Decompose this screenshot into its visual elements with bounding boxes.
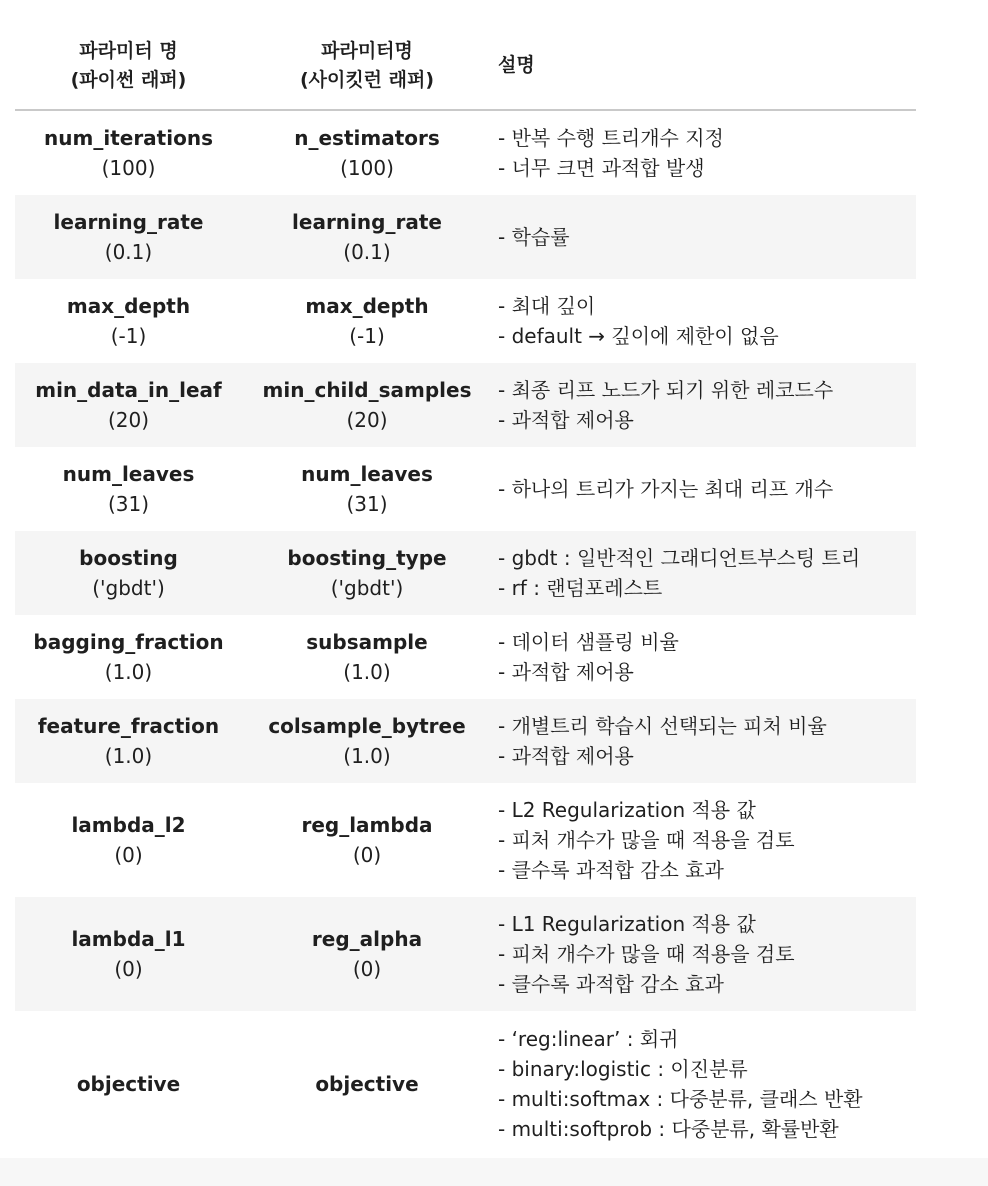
description-cell [492,195,916,279]
description-line: - 피처 개수가 많을 때 적용을 검토 [498,828,795,852]
table-row [15,1011,916,1157]
python-param-cell [15,110,242,195]
python-param-default: (100) [101,156,156,180]
description-line: - multi:softprob : 다중분류, 확률반환 [498,1117,839,1141]
description-line: - 최종 리프 노드가 되기 위한 레코드수 [498,378,834,402]
table-row [15,783,916,897]
sklearn-param-name: colsample_bytree [268,714,466,738]
python-param-cell [15,897,242,1011]
description-line: - 피처 개수가 많을 때 적용을 검토 [498,942,795,966]
description-line: - 과적합 제어용 [498,744,634,768]
table-row [15,531,916,615]
sklearn-param-name: min_child_samples [262,378,472,402]
table-row [15,615,916,699]
python-param-cell [15,447,242,531]
python-param-default: (20) [107,408,150,432]
description-line: - binary:logistic : 이진분류 [498,1057,748,1081]
sklearn-param-default: (31) [346,492,388,516]
sklearn-param-cell [242,363,492,447]
description-cell [492,110,916,195]
description-cell [492,615,916,699]
description-cell [492,897,916,1011]
description-line: - 개별트리 학습시 선택되는 피처 비율 [498,714,827,738]
sklearn-param-name: num_leaves [301,462,433,486]
header-python-param-title: 파라미터 명 [79,39,178,62]
python-param-default: (-1) [110,324,147,348]
sklearn-param-name: reg_alpha [311,927,423,951]
python-param-name: feature_fraction [37,714,220,738]
description-line: - 클수록 과적합 감소 효과 [498,858,724,882]
description-line: - 하나의 트리가 가지는 최대 리프 개수 [498,477,834,501]
description-line: - default → 깊이에 제한이 없음 [498,324,779,348]
description-cell [492,447,916,531]
description-line: - gbdt : 일반적인 그래디언트부스팅 트리 [498,546,861,570]
python-param-default: (1.0) [104,660,153,684]
python-param-default: (0) [114,957,143,981]
description-line: - 최대 깊이 [498,294,596,318]
sklearn-param-default: (0) [352,843,382,867]
python-param-default: (31) [107,492,150,516]
description-cell [492,531,916,615]
python-param-default: (0.1) [104,240,153,264]
table-row [15,897,916,1011]
description-line: - ‘reg:linear’ : 회귀 [498,1027,679,1051]
python-param-cell [15,615,242,699]
header-python-param [15,22,242,110]
description-cell [492,699,916,783]
description-line: - 클수록 과적합 감소 효과 [498,972,724,996]
description-line: - 너무 크면 과적합 발생 [498,156,705,180]
sklearn-param-default: ('gbdt') [330,576,404,600]
description-line: - 학습률 [498,225,570,249]
table-row [15,110,916,195]
page-bottom-band [0,1158,988,1186]
sklearn-param-default: (100) [340,156,394,180]
python-param-name: bagging_fraction [33,630,224,654]
python-param-cell [15,1011,242,1157]
sklearn-param-name: max_depth [305,294,429,318]
sklearn-param-default: (0.1) [343,240,391,264]
python-param-name: num_leaves [62,462,195,486]
description-cell [492,279,916,363]
sklearn-param-cell [242,195,492,279]
header-sklearn-param-sub: (사이킷런 래퍼) [299,68,435,91]
header-python-param-sub: (파이썬 래퍼) [70,68,187,91]
sklearn-param-cell [242,1011,492,1157]
description-line: - 과적합 제어용 [498,660,634,684]
sklearn-param-default: (0) [352,957,382,981]
description-line: - multi:softmax : 다중분류, 클래스 반환 [498,1087,863,1111]
sklearn-param-cell [242,783,492,897]
sklearn-param-cell [242,897,492,1011]
python-param-name: lambda_l1 [71,927,186,951]
sklearn-param-cell [242,110,492,195]
python-param-name: learning_rate [53,210,204,234]
sklearn-param-name: learning_rate [292,210,442,234]
sklearn-param-cell [242,699,492,783]
description-line: - L2 Regularization 적용 값 [498,798,756,822]
description-cell [492,783,916,897]
python-param-cell [15,279,242,363]
sklearn-param-default: (-1) [349,324,385,348]
sklearn-param-name: objective [315,1072,419,1096]
description-cell [492,1011,916,1157]
python-param-name: objective [76,1072,181,1096]
sklearn-param-name: reg_lambda [301,813,433,837]
description-cell [492,363,916,447]
python-param-name: max_depth [66,294,191,318]
python-param-cell [15,699,242,783]
description-line: - 과적합 제어용 [498,408,634,432]
python-param-cell [15,783,242,897]
sklearn-param-name: n_estimators [294,126,440,150]
table-row [15,195,916,279]
header-description: 설명 [492,22,916,110]
description-line: - 데이터 샘플링 비율 [498,630,679,654]
sklearn-param-name: subsample [306,630,428,654]
sklearn-param-cell [242,279,492,363]
description-line: - L1 Regularization 적용 값 [498,912,756,936]
table-row [15,363,916,447]
python-param-default: ('gbdt') [92,576,165,600]
sklearn-param-cell [242,447,492,531]
python-param-default: (1.0) [104,744,153,768]
sklearn-param-name: boosting_type [287,546,447,570]
table-row [15,447,916,531]
python-param-name: lambda_l2 [71,813,186,837]
header-sklearn-param [242,22,492,110]
table-header [15,22,916,110]
table-row [15,699,916,783]
description-line: - rf : 랜덤포레스트 [498,576,663,600]
sklearn-param-cell [242,615,492,699]
python-param-name: num_iterations [44,126,213,150]
python-param-cell [15,195,242,279]
sklearn-param-cell [242,531,492,615]
sklearn-param-default: (1.0) [343,660,391,684]
python-param-cell [15,363,242,447]
header-sklearn-param-title: 파라미터명 [321,39,413,62]
description-line: - 반복 수행 트리개수 지정 [498,126,724,150]
python-param-name: min_data_in_leaf [35,378,222,402]
table-row [15,279,916,363]
sklearn-param-default: (1.0) [343,744,391,768]
python-param-cell [15,531,242,615]
parameter-table [15,22,916,1157]
python-param-name: boosting [79,546,178,570]
sklearn-param-default: (20) [346,408,388,432]
python-param-default: (0) [114,843,143,867]
